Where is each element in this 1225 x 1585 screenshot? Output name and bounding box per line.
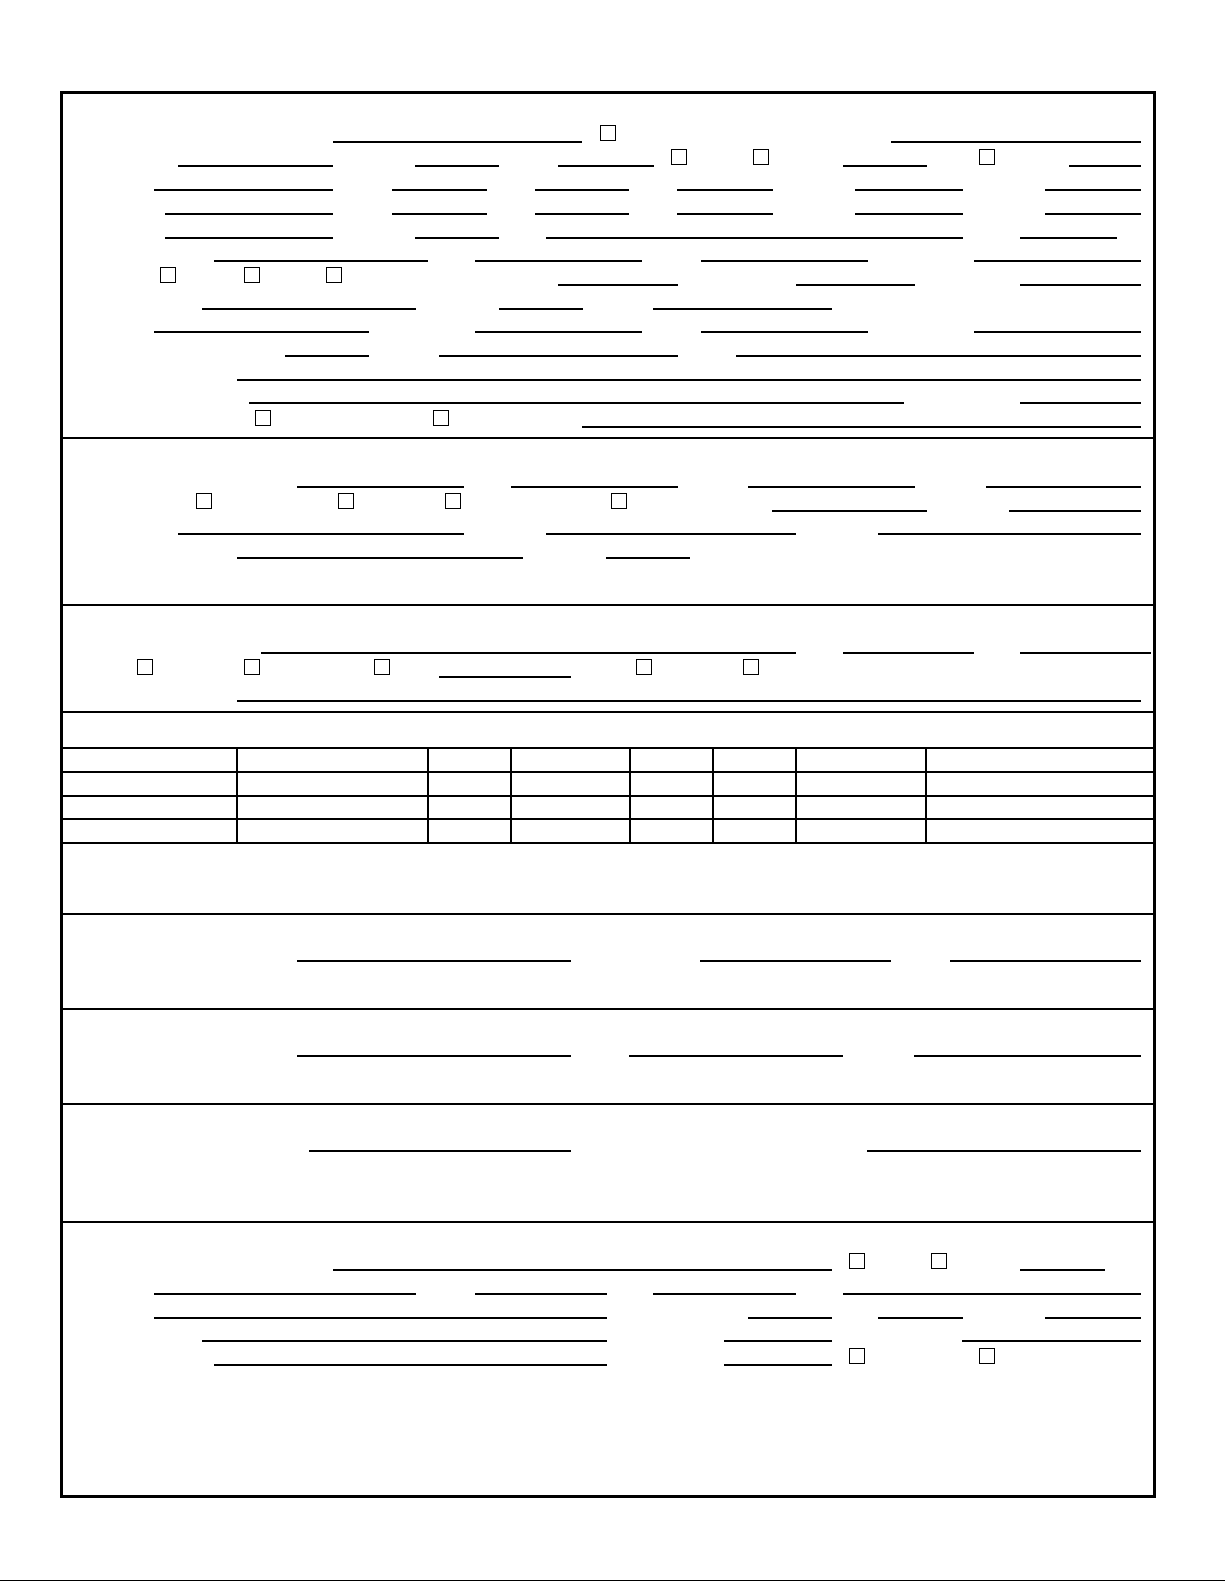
input-field[interactable] bbox=[297, 1055, 571, 1057]
input-field[interactable] bbox=[535, 213, 629, 215]
input-field[interactable] bbox=[653, 1293, 796, 1295]
input-field[interactable] bbox=[249, 402, 904, 404]
checkbox[interactable] bbox=[979, 149, 995, 165]
input-field[interactable] bbox=[1020, 402, 1141, 404]
input-field[interactable] bbox=[237, 557, 523, 559]
input-field[interactable] bbox=[475, 331, 642, 333]
input-field[interactable] bbox=[202, 308, 416, 310]
checkbox[interactable] bbox=[849, 1348, 865, 1364]
input-field[interactable] bbox=[677, 189, 773, 191]
input-field[interactable] bbox=[214, 260, 428, 262]
input-field[interactable] bbox=[653, 308, 832, 310]
input-field[interactable] bbox=[154, 1293, 416, 1295]
section-divider bbox=[60, 1008, 1153, 1010]
input-field[interactable] bbox=[392, 189, 487, 191]
input-field[interactable] bbox=[558, 284, 678, 286]
input-field[interactable] bbox=[285, 355, 369, 357]
input-field[interactable] bbox=[1045, 213, 1141, 215]
input-field[interactable] bbox=[475, 260, 642, 262]
page-bottom-edge bbox=[0, 1580, 1225, 1581]
input-field[interactable] bbox=[700, 960, 891, 962]
checkbox[interactable] bbox=[433, 410, 449, 426]
input-field[interactable] bbox=[724, 1340, 832, 1342]
section-divider bbox=[60, 1103, 1153, 1105]
input-field[interactable] bbox=[297, 960, 571, 962]
input-field[interactable] bbox=[333, 1269, 832, 1271]
input-field[interactable] bbox=[558, 165, 654, 167]
checkbox[interactable] bbox=[244, 267, 260, 283]
table-column-divider bbox=[925, 747, 927, 843]
checkbox[interactable] bbox=[137, 659, 153, 675]
input-field[interactable] bbox=[1020, 284, 1141, 286]
input-field[interactable] bbox=[261, 652, 796, 654]
section-divider bbox=[60, 1221, 1153, 1223]
input-field[interactable] bbox=[606, 557, 690, 559]
checkbox[interactable] bbox=[636, 659, 652, 675]
table-row-rule bbox=[60, 818, 1153, 820]
input-field[interactable] bbox=[1045, 189, 1141, 191]
checkbox[interactable] bbox=[445, 493, 461, 509]
input-field[interactable] bbox=[309, 1150, 571, 1152]
input-field[interactable] bbox=[511, 486, 678, 488]
input-field[interactable] bbox=[165, 237, 333, 239]
input-field[interactable] bbox=[878, 533, 1141, 535]
input-field[interactable] bbox=[237, 379, 1141, 381]
input-field[interactable] bbox=[772, 510, 927, 512]
input-field[interactable] bbox=[1020, 1269, 1105, 1271]
input-field[interactable] bbox=[748, 1317, 832, 1319]
checkbox[interactable] bbox=[671, 149, 687, 165]
input-field[interactable] bbox=[629, 1055, 843, 1057]
input-field[interactable] bbox=[701, 260, 868, 262]
checkbox[interactable] bbox=[196, 493, 212, 509]
table-row-rule bbox=[60, 795, 1153, 797]
input-field[interactable] bbox=[843, 652, 974, 654]
checkbox[interactable] bbox=[743, 659, 759, 675]
checkbox[interactable] bbox=[849, 1253, 865, 1269]
table-header-rule bbox=[60, 747, 1153, 749]
input-field[interactable] bbox=[475, 1293, 607, 1295]
input-field[interactable] bbox=[297, 486, 464, 488]
section-divider bbox=[60, 604, 1153, 606]
input-field[interactable] bbox=[439, 676, 571, 678]
input-field[interactable] bbox=[677, 213, 773, 215]
checkbox[interactable] bbox=[374, 659, 390, 675]
checkbox[interactable] bbox=[255, 410, 271, 426]
section-divider bbox=[60, 913, 1153, 915]
checkbox[interactable] bbox=[979, 1348, 995, 1364]
input-field[interactable] bbox=[748, 486, 915, 488]
input-field[interactable] bbox=[546, 237, 963, 239]
input-field[interactable] bbox=[855, 213, 963, 215]
checkbox[interactable] bbox=[326, 267, 342, 283]
input-field[interactable] bbox=[724, 1364, 832, 1366]
input-field[interactable] bbox=[843, 165, 927, 167]
input-field[interactable] bbox=[1069, 165, 1141, 167]
input-field[interactable] bbox=[1045, 1317, 1141, 1319]
input-field[interactable] bbox=[202, 1340, 607, 1342]
section-divider bbox=[60, 842, 1153, 844]
checkbox[interactable] bbox=[338, 493, 354, 509]
table-column-divider bbox=[795, 747, 797, 843]
input-field[interactable] bbox=[237, 700, 1141, 702]
checkbox[interactable] bbox=[600, 125, 616, 141]
table-column-divider bbox=[629, 747, 631, 843]
checkbox[interactable] bbox=[244, 659, 260, 675]
input-field[interactable] bbox=[1020, 652, 1151, 654]
input-field[interactable] bbox=[855, 189, 963, 191]
checkbox[interactable] bbox=[611, 493, 627, 509]
table-column-divider bbox=[510, 747, 512, 843]
input-field[interactable] bbox=[178, 165, 333, 167]
input-field[interactable] bbox=[843, 1293, 1141, 1295]
input-field[interactable] bbox=[415, 165, 499, 167]
table-row-rule bbox=[60, 771, 1153, 773]
input-field[interactable] bbox=[439, 355, 678, 357]
table-column-divider bbox=[712, 747, 714, 843]
input-field[interactable] bbox=[154, 331, 369, 333]
input-field[interactable] bbox=[867, 1150, 1141, 1152]
input-field[interactable] bbox=[392, 213, 487, 215]
input-field[interactable] bbox=[333, 141, 582, 143]
input-field[interactable] bbox=[962, 1340, 1141, 1342]
checkbox[interactable] bbox=[931, 1253, 947, 1269]
checkbox[interactable] bbox=[160, 267, 176, 283]
input-field[interactable] bbox=[878, 1317, 963, 1319]
section-divider bbox=[60, 437, 1153, 439]
input-field[interactable] bbox=[535, 189, 629, 191]
input-field[interactable] bbox=[582, 426, 1141, 428]
input-field[interactable] bbox=[950, 960, 1141, 962]
input-field[interactable] bbox=[986, 486, 1141, 488]
input-field[interactable] bbox=[891, 141, 1141, 143]
section-divider bbox=[60, 711, 1153, 713]
input-field[interactable] bbox=[499, 308, 583, 310]
input-field[interactable] bbox=[701, 331, 868, 333]
input-field[interactable] bbox=[154, 1317, 607, 1319]
input-field[interactable] bbox=[1009, 510, 1141, 512]
table-column-divider bbox=[236, 747, 238, 843]
input-field[interactable] bbox=[914, 1055, 1141, 1057]
input-field[interactable] bbox=[546, 533, 796, 535]
input-field[interactable] bbox=[1020, 237, 1117, 239]
input-field[interactable] bbox=[165, 213, 333, 215]
input-field[interactable] bbox=[736, 355, 1141, 357]
input-field[interactable] bbox=[974, 260, 1141, 262]
input-field[interactable] bbox=[796, 284, 915, 286]
input-field[interactable] bbox=[974, 331, 1141, 333]
input-field[interactable] bbox=[415, 237, 499, 239]
input-field[interactable] bbox=[178, 533, 464, 535]
input-field[interactable] bbox=[154, 189, 333, 191]
table-column-divider bbox=[427, 747, 429, 843]
input-field[interactable] bbox=[214, 1364, 607, 1366]
checkbox[interactable] bbox=[753, 149, 769, 165]
